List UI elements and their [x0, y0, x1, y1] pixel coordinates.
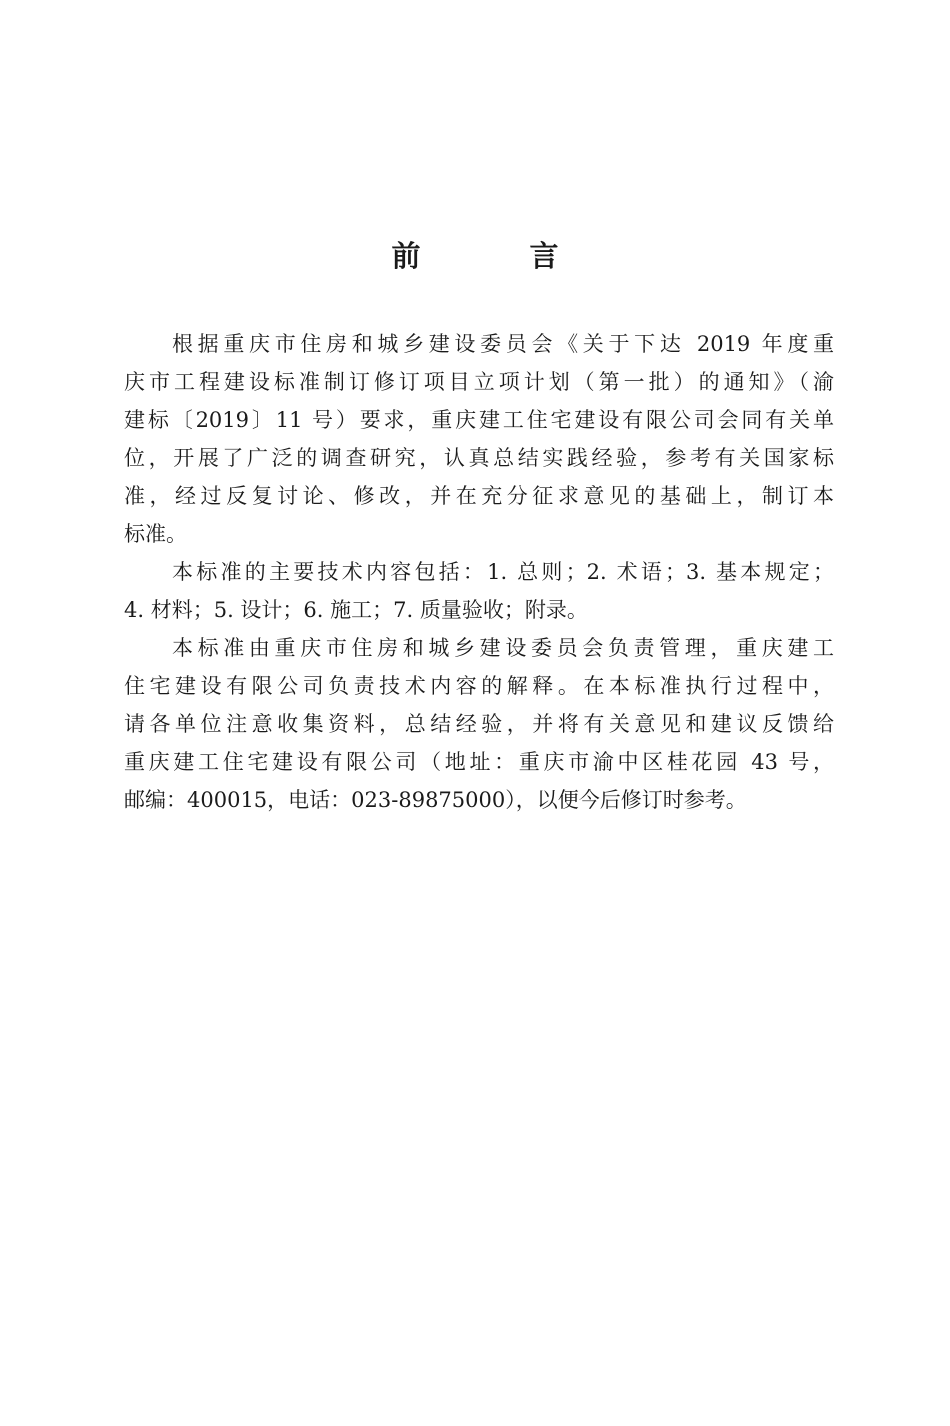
paragraph-3-line-5: 邮编：400015，电话：023-89875000），以便今后修订时参考。 [124, 788, 747, 812]
paragraph-1-line-5: 准，经过反复讨论、修改，并在充分征求意见的基础上，制订本 [124, 484, 834, 508]
paragraph-1-line-2: 庆市工程建设标准制订修订项目立项计划（第一批）的通知》（渝 [124, 370, 834, 394]
paragraph-2-line-1: 本标准的主要技术内容包括：1. 总则；2. 术语；3. 基本规定； [172, 560, 834, 584]
paragraph-3-line-1: 本标准由重庆市住房和城乡建设委员会负责管理，重庆建工 [172, 636, 834, 660]
paragraph-3-line-2: 住宅建设有限公司负责技术内容的解释。在本标准执行过程中， [124, 674, 834, 698]
paragraph-3-line-3: 请各单位注意收集资料，总结经验，并将有关意见和建议反馈给 [124, 712, 834, 736]
paragraph-3-line-4: 重庆建工住宅建设有限公司（地址：重庆市渝中区桂花园 43 号， [124, 750, 834, 774]
paragraph-2-line-2: 4. 材料；5. 设计；6. 施工；7. 质量验收；附录。 [124, 598, 588, 622]
paragraph-1-line-4: 位，开展了广泛的调查研究，认真总结实践经验，参考有关国家标 [124, 446, 834, 470]
paragraph-1-line-1: 根据重庆市住房和城乡建设委员会《关于下达 2019 年度重 [172, 332, 834, 356]
paragraph-1-line-6: 标准。 [124, 522, 187, 546]
page-title: 前 言 [391, 239, 599, 273]
paragraph-1-line-3: 建标〔2019〕11 号）要求，重庆建工住宅建设有限公司会同有关单 [124, 408, 834, 432]
